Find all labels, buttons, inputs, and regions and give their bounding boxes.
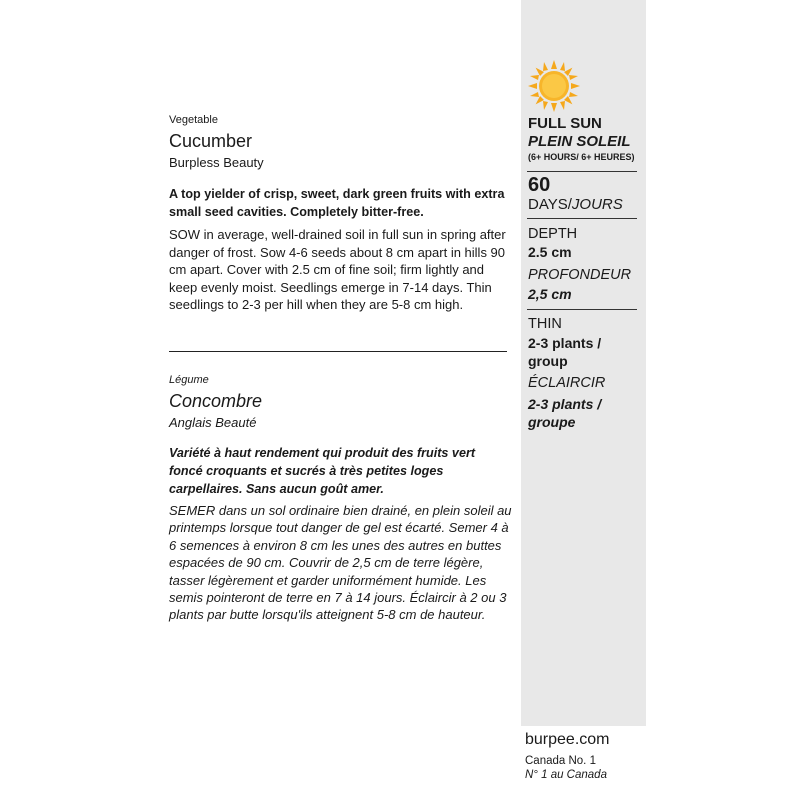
depth-value: 2.5 cm [528, 244, 572, 260]
sun-requirement-en: FULL SUN [528, 115, 602, 132]
days-label-en: DAYS [528, 196, 568, 213]
days-label-fr: JOURS [571, 196, 623, 213]
panel-divider [527, 309, 637, 310]
days-to-maturity-label [528, 196, 623, 213]
canada-grade-fr: N° 1 au Canada [525, 769, 607, 781]
canada-grade-en: Canada No. 1 [525, 755, 596, 767]
thin-label: THIN [528, 316, 562, 332]
depth-label-fr: PROFONDEUR [528, 267, 632, 283]
product-description-fr: Variété à haut rendement qui produit des fruits vert foncé croquants et sucrés à très petites loges carpellaires. Sans aucun goût amer. [169, 446, 476, 496]
sun-hours: (6+ HOURS/ 6+ HEURES) [528, 152, 635, 162]
variety-name-fr: Anglais Beauté [169, 415, 257, 430]
sowing-instructions: SOW in average, well-drained soil in full sun in spring after danger of frost. Sow 4-6 seeds about 8 cm apart in hills 90 cm apart. Cover with 2.5 cm of fine soil; firm lightly and keep evenly moist. Seedlings emerge in 7-14 days. Thin seedlings to 2-3 per hill when they are 5-8 cm high. [169, 227, 506, 313]
panel-divider [527, 218, 637, 219]
days-separator: / [567, 196, 572, 213]
product-description: A top yielder of crisp, sweet, dark green fruits with extra small seed cavities. Completely bitter-free. [169, 187, 505, 219]
depth-label: DEPTH [528, 226, 578, 242]
thin-value: 2-3 plants / group [528, 335, 602, 369]
sun-icon [528, 60, 580, 112]
sowing-instructions-fr: SEMER dans un sol ordinaire bien drainé, en plein soleil au printemps lorsque tout danger de gel est écarté. Semer 4 à 6 semences à environ 8 cm les unes des autres en buttes espacées de 90 cm. Couvrir de 2,5 cm de terre légère, tasser légèrement et garder uniformément humide. Les semis pointeront de terre en 7 à 14 jours. Éclaircir à 2 ou 3 plants par butte lorsqu'ils atteignent 5-8 cm de hauteur. [169, 503, 512, 623]
sun-requirement-fr: PLEIN SOLEIL [528, 133, 631, 150]
days-to-maturity-number: 60 [528, 174, 551, 196]
thin-label-fr: ÉCLAIRCIR [528, 375, 606, 391]
category-label: Vegetable [169, 114, 218, 126]
depth-value-fr: 2,5 cm [528, 286, 572, 302]
product-name: Cucumber [169, 131, 253, 151]
variety-name: Burpless Beauty [169, 155, 264, 170]
product-name-fr: Concombre [169, 391, 263, 411]
section-divider [169, 351, 507, 352]
growing-info-panel [521, 0, 646, 726]
thin-value-fr: 2-3 plants / groupe [528, 396, 602, 430]
category-label-fr: Légume [169, 374, 209, 386]
website-url: burpee.com [525, 731, 610, 748]
panel-divider [527, 171, 637, 172]
